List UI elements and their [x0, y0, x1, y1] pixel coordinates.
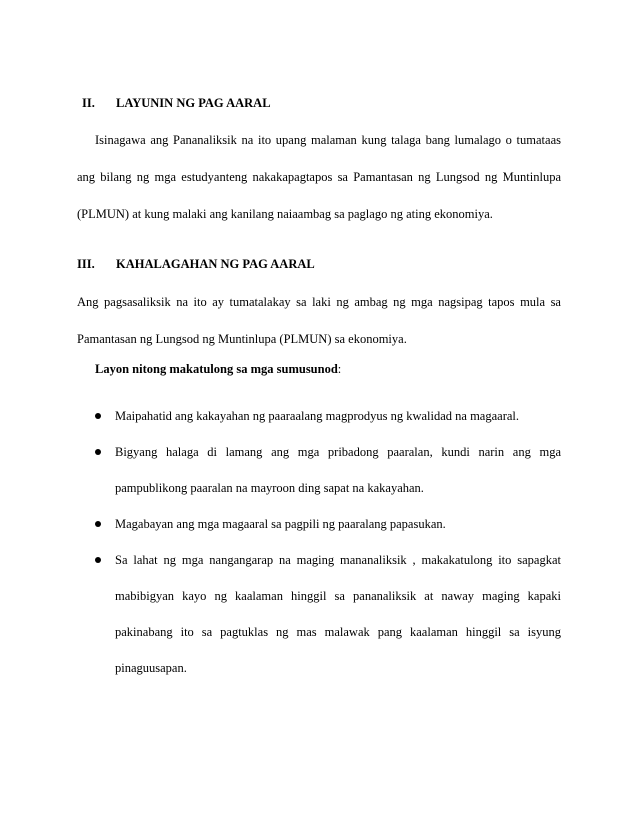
- list-item: [95, 506, 561, 542]
- section-2-paragraph: [77, 122, 561, 233]
- section-3-number: III.: [77, 257, 95, 271]
- bullet-icon: [95, 521, 101, 527]
- bullet-icon: [95, 413, 101, 419]
- bullet-list: [95, 398, 561, 686]
- list-item-text: Magabayan ang mga magaaral sa pagpili ng paaralang papasukan.: [115, 517, 446, 531]
- list-item-text: Maipahatid ang kakayahan ng paaraalang magprodyus ng kwalidad na magaaral.: [115, 409, 520, 423]
- section-3-lead-colon: :: [337, 362, 342, 376]
- bullet-icon: [95, 557, 101, 563]
- section-2-title: LAYUNIN NG PAG AARAL: [116, 96, 271, 110]
- list-item: [95, 434, 561, 506]
- list-item-text: Bigyang halaga di lamang ang mga pribadong paaralan, kundi narin ang mga pampublikong paaralan na mayroon ding sapat na kakayahan.: [115, 445, 561, 495]
- list-item: [95, 542, 561, 686]
- section-2-heading: [82, 96, 271, 111]
- section-3-heading: [77, 257, 315, 272]
- section-3-paragraph: [77, 284, 561, 358]
- section-2-number: II.: [82, 96, 95, 110]
- section-3-title: KAHALAGAHAN NG PAG AARAL: [116, 257, 315, 271]
- section-3-lead: [95, 362, 341, 377]
- bullet-icon: [95, 449, 101, 455]
- list-item-text: Sa lahat ng mga nangangarap na maging mananaliksik , makakatulong ito sapagkat mabibigyan kayo ng kaalaman hinggil sa pananaliksik at naway maging kapaki pakinabang ito sa pagtuklas ng mas malawak pang kaalaman hinggil sa isyung pinaguusapan.: [115, 553, 561, 675]
- section-2-paragraph-text: Isinagawa ang Pananaliksik na ito upang malaman kung talaga bang lumalago o tumataas ang bilang ng mga estudyanteng nakakapagtapos sa Pamantasan ng Lungsod ng Muntinlupa (PLMUN) at kung malaki ang kanilang naiaambag sa paglago ng ating ekonomiya.: [77, 133, 561, 221]
- section-3-paragraph-text: Ang pagsasaliksik na ito ay tumatalakay sa laki ng ambag ng mga nagsipag tapos mula sa Pamantasan ng Lungsod ng Muntinlupa (PLMUN) sa ekonomiya.: [77, 295, 561, 346]
- section-3-lead-text: Layon nitong makatulong sa mga sumusunod: [95, 362, 338, 376]
- list-item: [95, 398, 561, 434]
